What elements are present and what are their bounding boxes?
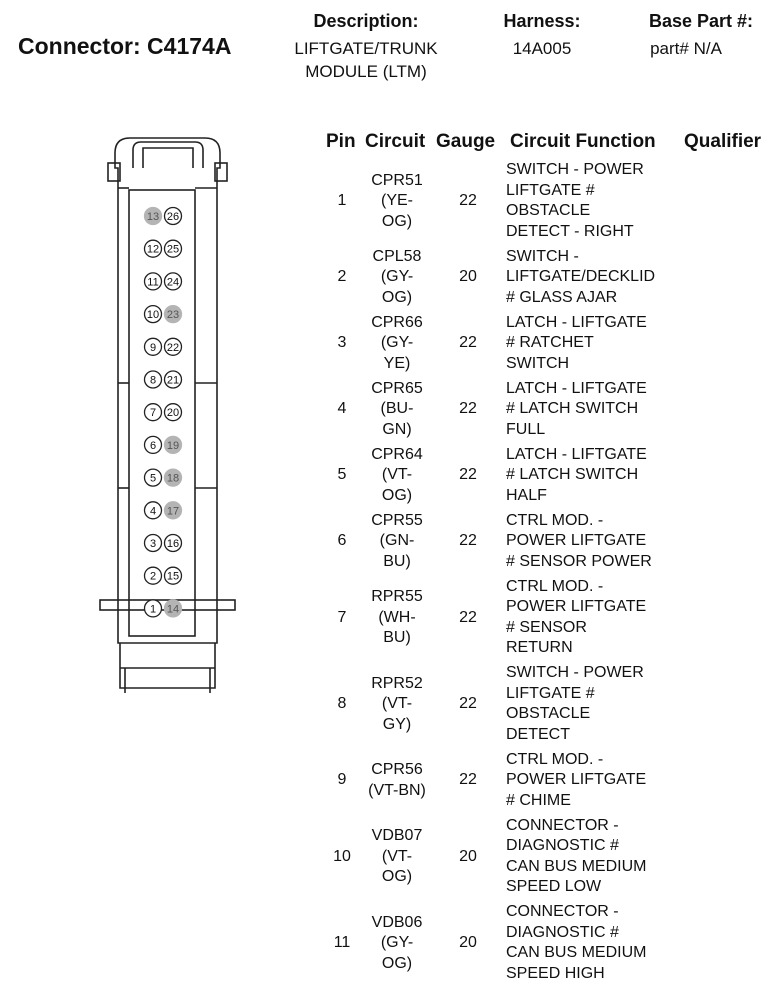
circuit-code-line: (BU- [380,400,414,418]
circuit-code [360,826,434,888]
circuit-function [506,750,706,812]
circuit-code-line: VDB06 [371,913,423,931]
pin-number: 1 [337,192,347,209]
connector-face-diagram [95,128,240,698]
circuit-function-line: LATCH - LIFTGATE [506,445,647,463]
circuit-code-line: GY) [382,715,412,733]
table-row [330,377,780,443]
circuit-code [360,247,434,309]
pin-number-3: 3 [149,538,157,550]
pin-number-23: 23 [166,309,180,322]
circuit-function-line: # LATCH SWITCH [506,466,639,484]
pin-number-7: 7 [149,407,157,420]
table-row [330,814,780,901]
circuit-code-line: (VT-BN) [368,781,426,799]
table-row [330,158,780,245]
pin-number-13: 13 [146,211,160,223]
circuit-function [506,379,706,441]
pin-number-2: 2 [149,570,157,583]
circuit-function-line: CAN BUS MEDIUM [506,857,647,875]
description-line: MODULE (LTM) [305,62,427,81]
table-row [330,509,780,575]
circuit-function [506,663,706,745]
description-label: Description: [313,11,419,31]
circuit-code-line: CPR51 [371,171,423,189]
circuit-function [506,577,706,659]
circuit-function-line: # CHIME [506,791,571,809]
connector-title: Connector: C4174A [18,33,232,59]
circuit-function-line: SWITCH - [506,247,579,265]
circuit-function-line: # SENSOR [506,618,587,636]
column-header-gauge: Gauge [436,131,496,152]
column-header-qualifier: Qualifier [684,131,762,152]
pin-number: 5 [337,466,347,484]
pin-number-5: 5 [149,472,157,485]
circuit-function-line: CTRL MOD. - [506,577,604,595]
circuit-code-line: GN) [382,420,412,438]
wire-gauge: 20 [459,847,477,865]
circuit-code [360,379,434,441]
wire-gauge: 20 [459,268,477,286]
circuit-code-line: OG) [381,486,413,504]
wire-gauge: 20 [459,934,477,951]
pin-number: 11 [333,934,351,951]
circuit-code-line: (YE- [381,192,413,209]
description-line: LIFTGATE/TRUNK [294,39,438,58]
circuit-function-line: # GLASS AJAR [506,288,618,306]
circuit-code-line: (VT- [381,466,413,484]
circuit-function-line: POWER LIFTGATE [506,771,647,789]
circuit-code [360,171,434,233]
circuit-code-line: CPR55 [371,511,423,529]
circuit-function-line: LIFTGATE # [506,684,595,702]
pin-number-10: 10 [146,309,160,322]
circuit-code-line: (GY- [380,934,414,951]
pin-number-16: 16 [166,538,180,550]
table-row [330,443,780,509]
circuit-code-line: RPR52 [371,674,423,692]
circuit-code-line: RPR55 [371,588,423,605]
circuit-function-line: SPEED LOW [506,878,602,896]
pin-number-17: 17 [166,505,180,518]
pin-number-6: 6 [149,439,157,452]
circuit-function-line: SWITCH - POWER [506,664,644,682]
wire-gauge: 22 [459,466,477,484]
circuit-code-line: CPL58 [372,247,422,265]
circuit-function-line: CONNECTOR - [506,816,619,834]
circuit-function-line: # RATCHET [506,334,594,352]
circuit-function-line: LATCH - LIFTGATE [506,379,647,397]
circuit-code-line: OG) [381,288,413,306]
table-row [330,575,780,662]
table-row [330,311,780,377]
circuit-function-line: CAN BUS MEDIUM [506,944,647,962]
column-header-pin: Pin [326,131,356,152]
pin-number-1: 1 [149,603,157,616]
circuit-function-line: CONNECTOR - [506,903,619,921]
table-row [330,748,780,814]
circuit-code-line: BU) [383,629,411,646]
circuit-code-line: OG) [381,868,413,885]
circuit-function-line: DIAGNOSTIC # [506,923,619,941]
pin-number-18: 18 [166,472,180,485]
circuit-function-line: LIFTGATE/DECKLID [506,268,656,286]
base-part-label: Base Part #: [648,11,754,31]
circuit-function [506,313,706,375]
circuit-function-line: FULL [506,420,546,438]
circuit-code-line: YE) [383,354,411,372]
circuit-function-line: HALF [506,486,547,504]
harness-value: 14A005 [512,39,572,58]
pin-number: 8 [337,695,347,712]
wire-gauge: 22 [459,400,477,418]
table-row [330,661,780,748]
circuit-code [360,674,434,736]
circuit-code-line: (GY- [380,268,414,286]
pin-number: 7 [337,608,347,626]
pin-number-22: 22 [166,341,180,354]
base-part-value: part# N/A [650,39,722,58]
circuit-code-line: CPR65 [371,379,423,397]
pin-number-12: 12 [146,243,160,256]
circuit-code [360,760,434,801]
pin-number: 6 [337,532,347,550]
pin-number-11: 11 [147,276,159,289]
circuit-code-line: (VT- [381,695,413,712]
circuit-function-line: CTRL MOD. - [506,511,604,529]
circuit-function-line: LIFTGATE # [506,181,595,199]
circuit-function-line: # SENSOR POWER [506,552,652,570]
circuit-function-line: RETURN [506,639,573,657]
circuit-code-line: CPR64 [371,445,423,463]
circuit-function [506,511,706,573]
pin-number: 4 [337,400,347,418]
pin-number: 10 [333,847,351,865]
circuit-code [360,587,434,649]
pin-number-19: 19 [166,439,180,452]
circuit-function-line: DETECT - RIGHT [506,222,634,240]
wire-gauge: 22 [459,192,477,209]
pin-number-20: 20 [166,407,180,420]
wire-gauge: 22 [459,771,477,789]
circuit-code [360,913,434,975]
pin-number-24: 24 [166,276,180,289]
circuit-function-line: SWITCH [506,354,570,372]
circuit-code-line: CPR66 [371,313,423,331]
table-row [330,900,780,987]
circuit-function-line: CTRL MOD. - [506,750,604,768]
circuit-code-line: VDB07 [371,827,423,844]
wire-gauge: 22 [459,608,477,626]
circuit-function-line: OBSTACLE [506,705,591,723]
circuit-code-line: CPR56 [371,761,423,778]
circuit-function [506,247,706,309]
pin-number-26: 26 [166,211,180,223]
circuit-function-line: SWITCH - POWER [506,161,644,179]
wire-gauge: 22 [459,532,477,550]
pin-number-14: 14 [166,603,180,616]
circuit-code-line: (WH- [378,608,416,626]
circuit-code-line: (GY- [380,334,414,352]
circuit-code [360,445,434,507]
pin-number-4: 4 [149,505,157,518]
description-value [270,37,462,83]
pin-number: 3 [337,334,347,352]
pin-number-25: 25 [166,243,180,256]
circuit-code-line: (VT- [381,847,413,865]
circuit-code-line: (GN- [379,532,415,550]
circuit-function-line: DETECT [506,725,570,743]
circuit-function-line: LATCH - LIFTGATE [506,313,647,331]
circuit-function-line: OBSTACLE [506,202,591,220]
wire-gauge: 22 [459,334,477,352]
circuit-function-line: SPEED HIGH [506,964,605,982]
circuit-code-line: OG) [381,954,413,972]
circuit-function [506,445,706,507]
circuit-code [360,313,434,375]
circuit-function-line: DIAGNOSTIC # [506,837,619,855]
circuit-function [506,160,706,242]
pin-number: 2 [337,268,347,286]
harness-label: Harness: [503,11,581,31]
pin-number-8: 8 [149,374,157,387]
circuit-function [506,902,706,984]
pin-number-21: 21 [166,374,180,387]
circuit-function-line: POWER LIFTGATE [506,598,647,616]
circuit-function-line: # LATCH SWITCH [506,400,639,418]
column-header-circuit-function: Circuit Function [510,131,656,152]
table-row [330,245,780,311]
circuit-code-line: OG) [381,212,413,230]
circuit-code-line: BU) [383,552,411,570]
pin-number-9: 9 [149,341,157,354]
circuit-function [506,816,706,898]
wire-gauge: 22 [459,695,477,712]
pin-number-15: 15 [166,570,180,583]
circuit-function-line: POWER LIFTGATE [506,532,647,550]
column-header-circuit: Circuit [365,131,426,152]
circuit-code [360,511,434,573]
pin-number: 9 [337,771,347,789]
